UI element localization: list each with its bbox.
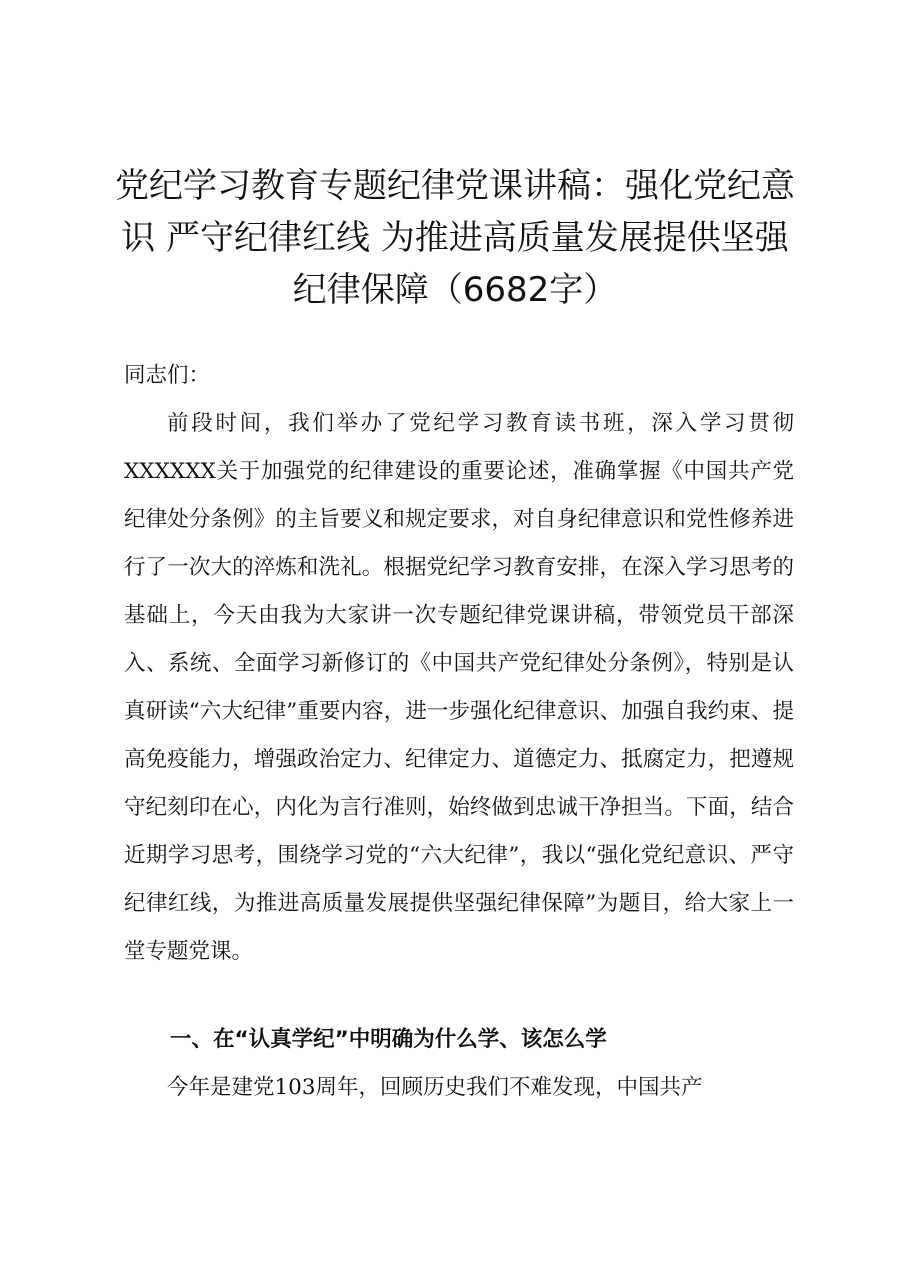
greeting: 同志们： xyxy=(124,363,211,388)
section-heading: 一、在“认真学纪”中明确为什么学、该怎么学 xyxy=(170,1027,607,1052)
body-paragraph: 前段时间，我们举办了党纪学习教育读书班，深入学习贯彻XXXXXX关于加强党的纪律建设的重要论述，准确掌握《中国共产党纪律处分条例》的主旨要义和规定要求，对自身纪律意识和党性修养进行了一次大的淬炼和洗礼。根据党纪学习教育安排，在深入学习思考的基础上，今天由我为大家讲一次专题纪律党课讲稿，带领党员干部深入、系统、全面学习新修订的《中国共产党纪律处分条例》，特别是认真研读“六大纪律”重要内容，进一步强化纪律意识、加强自我约束、提高免疫能力，增强政治定力、纪律定力、道德定力、抵腐定力，把遵规守纪刻印在心，内化为言行准则，始终做到忠诚干净担当。下面，结合近期学习思考，围绕学习党的“六大纪律”，我以“强化党纪意识、严守纪律红线，为推进高质量发展提供坚强纪律保障”为题目，给大家上一堂专题党课。 xyxy=(124,411,794,964)
body-paragraph: 今年是建党103周年，回顾历史我们不难发现，中国共产 xyxy=(167,1075,703,1100)
document-title: 党纪学习教育专题纪律党课讲稿：强化党纪意识 严守纪律红线 为推进高质量发展提供坚强纪律保障（6682字） xyxy=(115,166,795,310)
